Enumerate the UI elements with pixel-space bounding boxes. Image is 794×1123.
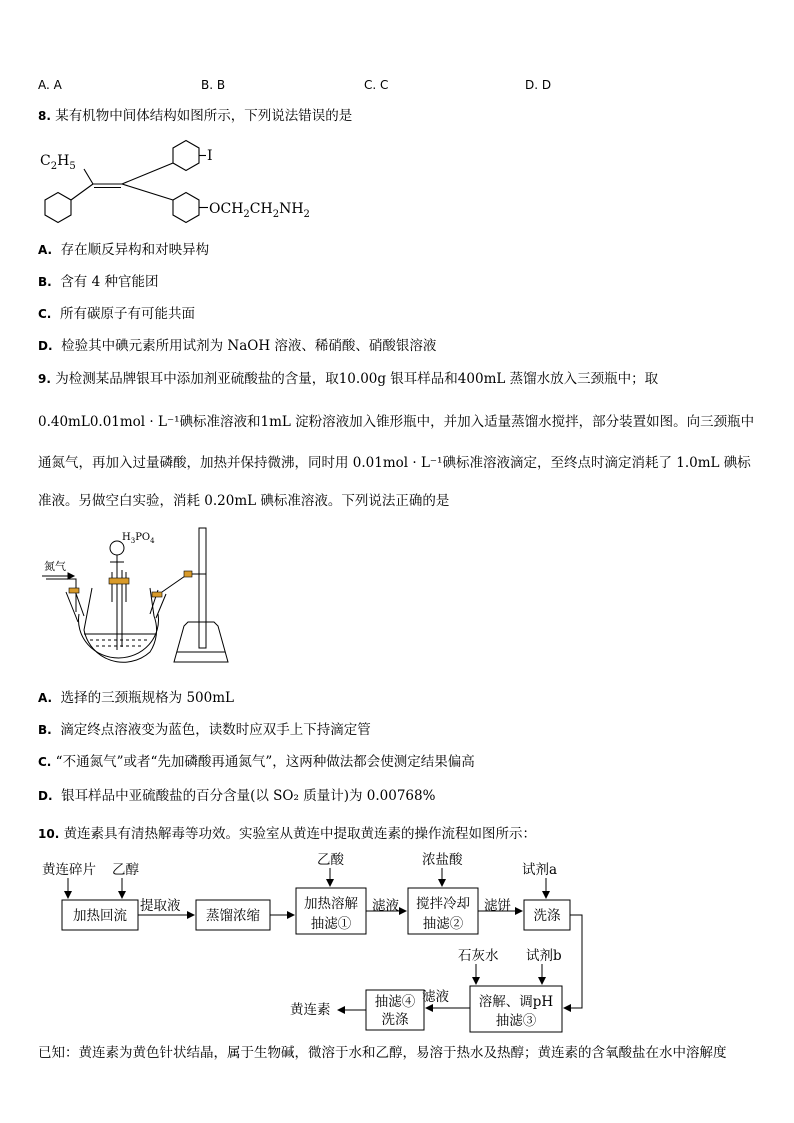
input-reagent-b: 试剂b bbox=[526, 948, 562, 964]
q10-flowchart bbox=[38, 848, 598, 1036]
input-hcl: 浓盐酸 bbox=[422, 852, 463, 868]
ethyl-label: $C_2H_5$ bbox=[40, 153, 76, 172]
box-wash: 洗涤 bbox=[533, 908, 561, 924]
input-huanglian: 黄连碎片 bbox=[42, 862, 96, 878]
q9-option-d: D. 银耳样品中亚硫酸盐的百分含量(以 SO₂ 质量计)为 0.00768% bbox=[38, 788, 436, 804]
q9-option-c: C. “不通氮气”或者“先加磷酸再通氮气”，这两种做法都会使测定结果偏高 bbox=[38, 754, 475, 770]
q7-option-b: B. B bbox=[201, 78, 226, 92]
gas-label: 氮气 bbox=[44, 560, 66, 573]
box4-line1: 搅拌冷却 bbox=[416, 896, 470, 912]
q8-option-a: A. 存在顺反异构和对映异构 bbox=[38, 242, 210, 258]
q9-line3: 通氮气，再加入过量磷酸，加热并保持微沸，同时用 0.01mol · L⁻¹碘标准溶液滴定，至终点时滴定消耗了 1.0mL 碘标 bbox=[38, 455, 751, 471]
phenyl-ring bbox=[45, 193, 71, 223]
iodophenyl-ring bbox=[173, 141, 199, 171]
q7-option-d: D. D bbox=[525, 78, 552, 92]
q8-option-c: C. 所有碳原子有可能共面 bbox=[38, 306, 195, 322]
box6-line1: 溶解、调pH bbox=[478, 994, 554, 1010]
q8-structure-diagram bbox=[36, 132, 310, 240]
q7-option-a: A. A bbox=[38, 78, 62, 92]
reagent-label: $H_3PO_4$ bbox=[122, 532, 155, 545]
q9-line4: 准液。另做空白实验，消耗 0.20mL 碘标准溶液。下列说法正确的是 bbox=[38, 493, 450, 509]
q8-option-b: B. 含有 4 种官能团 bbox=[38, 274, 159, 290]
arrow4-label: 滤液 bbox=[422, 989, 449, 1005]
box3-line2: 抽滤① bbox=[310, 916, 352, 932]
q9-line2: 0.40mL0.01mol · L⁻¹碘标准溶液和1mL 淀粉溶液加入锥形瓶中，并加入适量蒸馏水搅拌，部分装置如图。向三颈瓶中 bbox=[38, 414, 755, 430]
q9-option-a: A. 选择的三颈瓶规格为 500mL bbox=[38, 690, 234, 706]
q9-apparatus-diagram bbox=[38, 522, 238, 674]
product-label: 黄连素 bbox=[290, 1002, 331, 1018]
q10-stem: 10. 黄连素具有清热解毒等功效。实验室从黄连中提取黄连素的操作流程如图所示： bbox=[38, 826, 537, 842]
q8-option-d: D. 检验其中碘元素所用试剂为 NaOH 溶液、稀硝酸、硝酸银溶液 bbox=[38, 338, 437, 354]
box-reflux: 加热回流 bbox=[73, 908, 127, 924]
q10-known: 已知：黄连素为黄色针状结晶，属于生物碱，微溶于水和乙醇，易溶于热水及热醇；黄连素的含氧酸盐在水中溶解度 bbox=[38, 1045, 727, 1061]
box7-line1: 抽滤④ bbox=[374, 994, 416, 1010]
oxyphenyl-ring bbox=[173, 193, 199, 223]
box6-line2: 抽滤③ bbox=[495, 1013, 537, 1029]
box3-line1: 加热溶解 bbox=[304, 896, 358, 912]
q9-option-b: B. 滴定终点溶液变为蓝色，读数时应双手上下持滴定管 bbox=[38, 722, 371, 738]
q8-stem: 8. 某有机物中间体结构如图所示，下列说法错误的是 bbox=[38, 108, 353, 124]
arrow2-label: 滤液 bbox=[372, 898, 399, 914]
box7-line2: 洗涤 bbox=[381, 1012, 409, 1028]
q7-option-c: C. C bbox=[364, 78, 389, 92]
arrow3-label: 滤饼 bbox=[484, 898, 511, 914]
box-distill: 蒸馏浓缩 bbox=[206, 908, 260, 924]
box4-line2: 抽滤② bbox=[422, 916, 464, 932]
input-acetic-acid: 乙酸 bbox=[317, 852, 344, 868]
iodo-label: I bbox=[207, 148, 213, 164]
input-limewater: 石灰水 bbox=[458, 948, 499, 964]
arrow1-label: 提取液 bbox=[140, 898, 181, 914]
q9-line1: 9. 为检测某品牌银耳中添加剂亚硫酸盐的含量，取10.00g 银耳样品和400mL 蒸馏水放入三颈瓶中；取 bbox=[38, 371, 659, 387]
side-chain-label: $OCH_2CH_2NH_2$ bbox=[209, 201, 310, 220]
input-ethanol: 乙醇 bbox=[112, 862, 139, 878]
input-reagent-a: 试剂a bbox=[522, 862, 558, 878]
